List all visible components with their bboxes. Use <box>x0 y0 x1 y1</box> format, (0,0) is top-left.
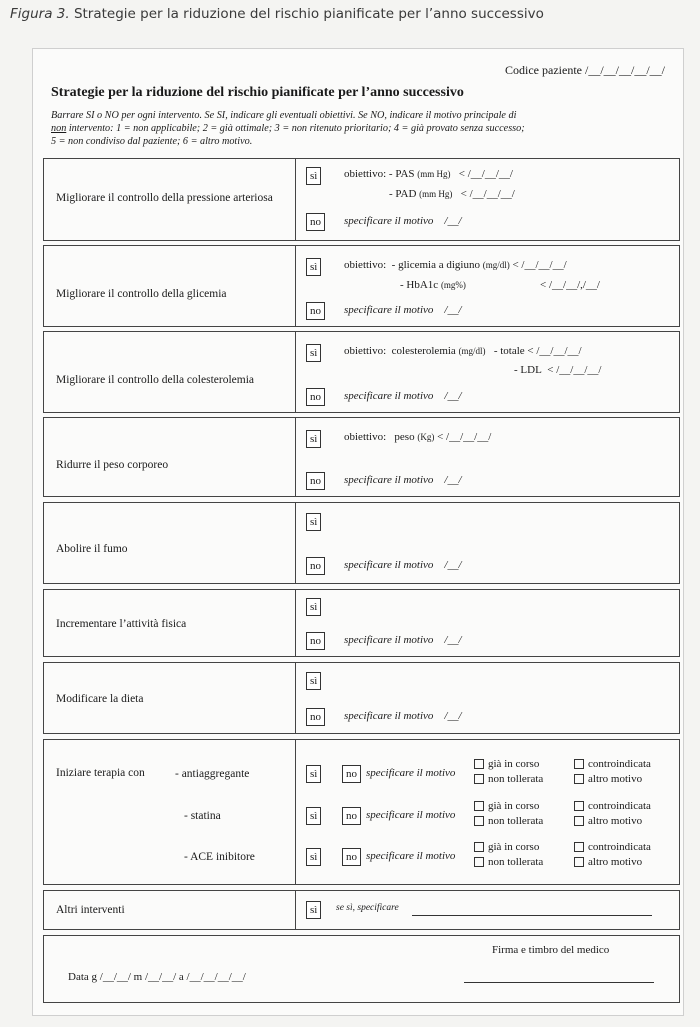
reason-field[interactable]: /__/ <box>444 634 462 646</box>
instructions <box>51 109 671 148</box>
statina-no-box[interactable]: no <box>342 807 361 825</box>
opt-ongoing: già in corso <box>488 758 540 770</box>
pad-unit: (mm Hg) <box>419 189 453 199</box>
checkbox-icon[interactable] <box>474 774 484 784</box>
drug-statina: - statina <box>184 810 221 822</box>
patient-code[interactable] <box>505 63 665 78</box>
diet-yes-box[interactable]: sì <box>306 672 321 690</box>
fasting-field[interactable]: < /__/__/__/ <box>512 259 567 271</box>
peso-field[interactable]: < /__/__/__/ <box>437 431 492 443</box>
row-smoke-label: Abolire il fumo <box>56 543 128 555</box>
if-yes-label: se sì, specificare <box>336 903 399 913</box>
opt-not-tolerated: non tollerata <box>488 856 544 868</box>
reason-field[interactable]: /__/ <box>444 474 462 486</box>
checkbox-icon[interactable] <box>574 801 584 811</box>
peso-label: peso <box>394 431 415 443</box>
checkbox-icon[interactable] <box>474 816 484 826</box>
activity-yes-box[interactable]: sì <box>306 598 321 616</box>
row-smoke <box>43 502 680 584</box>
smoke-yes-box[interactable]: sì <box>306 513 321 531</box>
row-therapy <box>43 739 680 885</box>
ldl-label: - LDL <box>514 364 542 376</box>
reason-field[interactable]: /__/ <box>444 710 462 722</box>
figure-caption <box>10 6 690 22</box>
row-glycemia-label: Migliorare il controllo della glicemia <box>56 288 227 300</box>
checkbox-icon[interactable] <box>474 842 484 852</box>
ldl-field[interactable]: < /__/__/__/ <box>547 364 602 376</box>
objective-label: obiettivo: <box>344 259 387 271</box>
date-field[interactable]: Data g /__/__/ m /__/__/ a /__/__/__/__/ <box>68 971 246 983</box>
fasting-label: - glicemia a digiuno <box>391 259 480 271</box>
row-pressure <box>43 158 680 241</box>
objective-label: obiettivo: <box>344 431 387 443</box>
drug-antiaggregante: - antiaggregante <box>175 768 250 780</box>
glycemia-no-box[interactable]: no <box>306 302 325 320</box>
row-cholesterol-label: Migliorare il controllo della colesterolemia <box>56 374 254 386</box>
row-activity-label: Incrementare l’attività fisica <box>56 618 187 630</box>
opt-ongoing: già in corso <box>488 800 540 812</box>
smoke-no-box[interactable]: no <box>306 557 325 575</box>
opt-other: altro motivo <box>588 856 643 868</box>
opt-ongoing: già in corso <box>488 841 540 853</box>
specify-reason-label: specificare il motivo <box>344 474 434 486</box>
specify-reason-label: specificare il motivo <box>366 850 456 862</box>
diet-no-box[interactable]: no <box>306 708 325 726</box>
glycemia-yes-box[interactable]: sì <box>306 258 321 276</box>
cholesterol-no-box[interactable]: no <box>306 388 325 406</box>
pas-unit: (mm Hg) <box>417 169 451 179</box>
specify-reason-label: specificare il motivo <box>344 710 434 722</box>
reason-field[interactable]: /__/ <box>444 559 462 571</box>
activity-no-box[interactable]: no <box>306 632 325 650</box>
row-other-label: Altri interventi <box>56 904 125 916</box>
chol-unit: (mg/dl) <box>458 346 486 356</box>
figure-label: Figura 3. <box>10 6 70 22</box>
row-pressure-label: Migliorare il controllo della pressione arteriosa <box>56 192 273 204</box>
weight-yes-box[interactable]: sì <box>306 430 321 448</box>
specify-reason-label: specificare il motivo <box>366 809 456 821</box>
row-weight <box>43 417 680 497</box>
pad-label: - PAD <box>389 188 417 200</box>
opt-contra: controindicata <box>588 841 651 853</box>
checkbox-icon[interactable] <box>574 857 584 867</box>
ace-no-box[interactable]: no <box>342 848 361 866</box>
peso-unit: (Kg) <box>417 432 435 442</box>
objective-label: obiettivo: <box>344 168 387 180</box>
form-sheet <box>32 48 684 1016</box>
opt-other: altro motivo <box>588 773 643 785</box>
instructions-line-2 <box>51 122 671 135</box>
checkbox-icon[interactable] <box>574 759 584 769</box>
hba1c-unit: (mg%) <box>440 280 466 290</box>
checkbox-icon[interactable] <box>574 774 584 784</box>
row-diet-label: Modificare la dieta <box>56 693 144 705</box>
signature-field[interactable] <box>464 982 654 983</box>
pas-field[interactable]: < /__/__/__/ <box>458 168 513 180</box>
opt-not-tolerated: non tollerata <box>488 773 544 785</box>
reason-field[interactable]: /__/ <box>444 215 462 227</box>
specify-reason-label: specificare il motivo <box>344 304 434 316</box>
statina-yes-box[interactable]: sì <box>306 807 321 825</box>
row-other <box>43 890 680 930</box>
pad-field[interactable]: < /__/__/__/ <box>460 188 515 200</box>
fasting-unit: (mg/dl) <box>482 260 510 270</box>
hba1c-label: - HbA1c <box>400 279 439 291</box>
antiagg-yes-box[interactable]: sì <box>306 765 321 783</box>
drug-ace: - ACE inibitore <box>184 851 255 863</box>
specify-reason-label: specificare il motivo <box>366 767 456 779</box>
hba1c-field[interactable]: < /__/__/,/__/ <box>540 279 600 291</box>
checkbox-icon[interactable] <box>574 816 584 826</box>
instructions-non: non <box>51 123 67 134</box>
cholesterol-yes-box[interactable]: sì <box>306 344 321 362</box>
specify-reason-label: specificare il motivo <box>344 634 434 646</box>
total-label: - totale <box>493 345 525 357</box>
specify-reason-label: specificare il motivo <box>344 559 434 571</box>
opt-contra: controindicata <box>588 758 651 770</box>
weight-no-box[interactable]: no <box>306 472 325 490</box>
patient-code-field[interactable]: /__/__/__/__/__/ <box>584 63 665 77</box>
chol-label: colesterolemia <box>391 345 456 357</box>
instructions-line-3: 5 = non condiviso dal paziente; 6 = altro motivo. <box>51 136 253 147</box>
row-signature <box>43 935 680 1003</box>
checkbox-icon[interactable] <box>474 801 484 811</box>
opt-not-tolerated: non tollerata <box>488 815 544 827</box>
other-specify-field[interactable] <box>412 915 652 916</box>
pressure-yes-box[interactable]: sì <box>306 167 321 185</box>
checkbox-icon[interactable] <box>474 759 484 769</box>
reason-field[interactable]: /__/ <box>444 304 462 316</box>
therapy-label: Iniziare terapia con <box>56 767 145 779</box>
signature-label: Firma e timbro del medico <box>492 944 610 956</box>
row-diet <box>43 662 680 734</box>
row-glycemia <box>43 245 680 327</box>
specify-reason-label: specificare il motivo <box>344 215 434 227</box>
ace-yes-box[interactable]: sì <box>306 848 321 866</box>
objective-label: obiettivo: <box>344 345 387 357</box>
row-weight-label: Ridurre il peso corporeo <box>56 459 169 471</box>
opt-other: altro motivo <box>588 815 643 827</box>
total-field[interactable]: < /__/__/__/ <box>527 345 582 357</box>
form-title: Strategie per la riduzione del rischio pianificate per l’anno successivo <box>51 85 464 100</box>
row-cholesterol <box>43 331 680 413</box>
specify-reason-label: specificare il motivo <box>344 390 434 402</box>
pas-label: - PAS <box>388 168 415 180</box>
reason-field[interactable]: /__/ <box>444 390 462 402</box>
pressure-no-box[interactable]: no <box>306 213 325 231</box>
antiagg-no-box[interactable]: no <box>342 765 361 783</box>
other-yes-box[interactable]: sì <box>306 901 321 919</box>
checkbox-icon[interactable] <box>574 842 584 852</box>
instructions-line-2-text: intervento: 1 = non applicabile; 2 = già ottimale; 3 = non ritenuto prioritario; 4 = già provato senza successo; <box>66 123 525 134</box>
opt-contra: controindicata <box>588 800 651 812</box>
row-activity <box>43 589 680 657</box>
figure-title: Strategie per la riduzione del rischio pianificate per l’anno successivo <box>73 6 544 22</box>
instructions-line-1: Barrare SI o NO per ogni intervento. Se SI, indicare gli eventuali obiettivi. Se NO, indicare il motivo principale di <box>51 110 517 121</box>
patient-code-label: Codice paziente <box>505 63 582 77</box>
checkbox-icon[interactable] <box>474 857 484 867</box>
